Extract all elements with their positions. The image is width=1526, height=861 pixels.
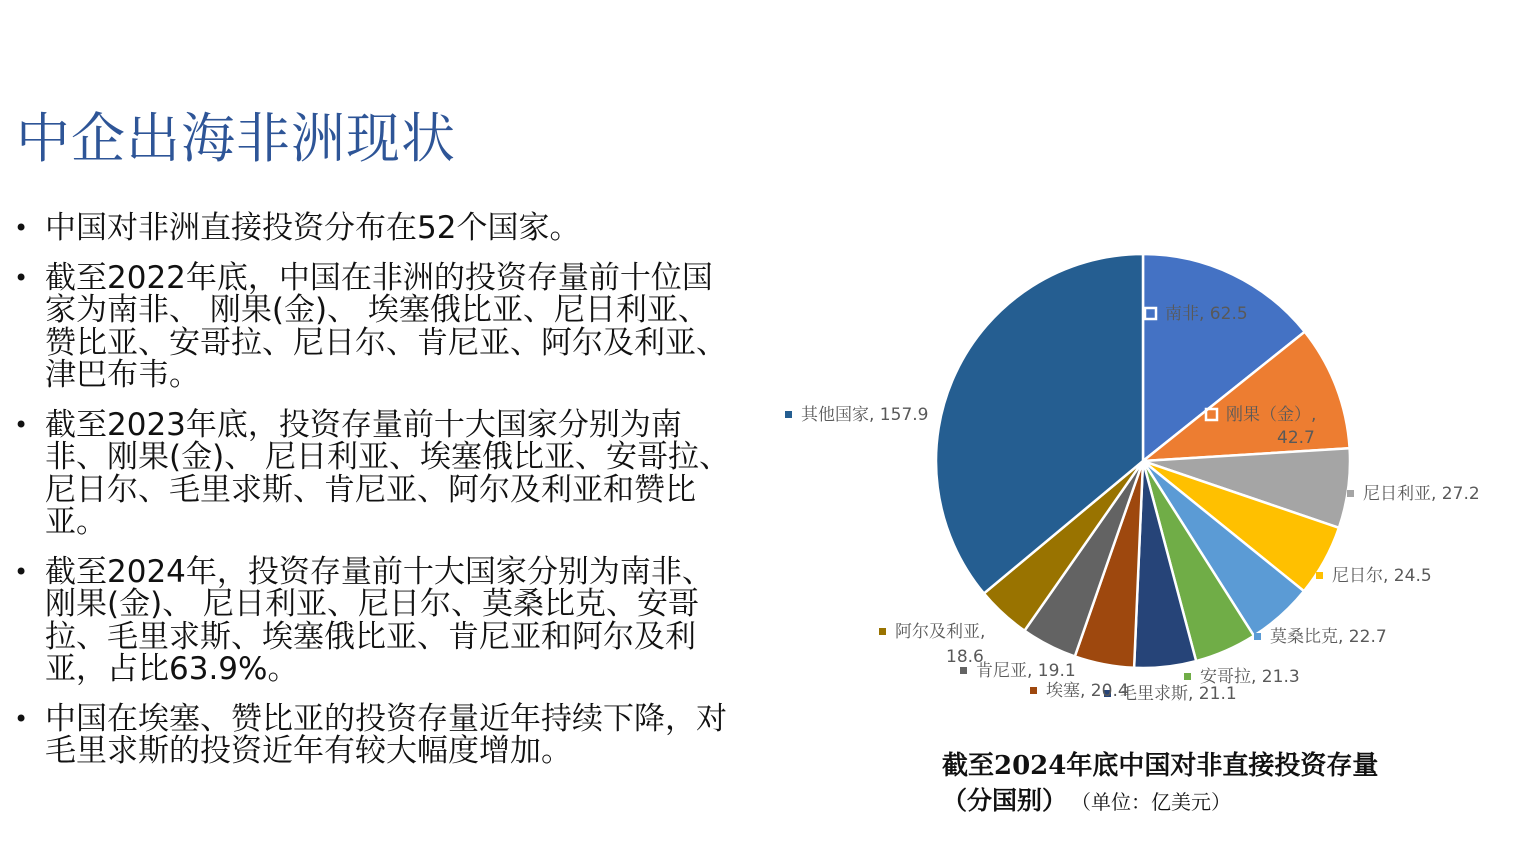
- bullet-list: [14, 212, 734, 785]
- legend-marker: [1184, 673, 1191, 680]
- data-label: 南非, 62.5: [1165, 304, 1248, 324]
- bullet-marker: •: [14, 263, 29, 292]
- bullet-marker: •: [14, 557, 29, 586]
- data-label: 毛里求斯, 21.1: [1120, 684, 1237, 704]
- chart-caption: [942, 748, 1502, 819]
- caption-unit: （单位：亿美元）: [1081, 790, 1232, 814]
- data-label: 肯尼亚, 19.1: [976, 661, 1076, 681]
- data-label: 阿尔及利亚,: [895, 622, 986, 642]
- legend-marker: [1254, 633, 1261, 640]
- data-label: 刚果（金）,: [1226, 405, 1317, 425]
- caption-line-1: 截至2024年底中国对非直接投资存量: [942, 751, 1379, 781]
- data-label: 安哥拉, 21.3: [1200, 667, 1300, 687]
- legend-marker: [1347, 490, 1354, 497]
- caption-line-2: [942, 784, 1502, 819]
- data-label: 尼日利亚, 27.2: [1363, 484, 1480, 504]
- pie-chart: [760, 230, 1520, 730]
- bullet-item: [14, 212, 734, 245]
- bullet-item: [14, 700, 734, 769]
- bullet-text: 截至2022年底，中国在非洲的投资存量前十位国家为南非、 刚果(金)、 埃塞俄比亚、尼日利亚、赞比亚、安哥拉、尼日尔、肯尼亚、阿尔及利亚、津巴布韦。: [45, 259, 727, 393]
- slide-title: 中企出海非洲现状: [16, 107, 456, 170]
- bullet-text: 截至2024年，投资存量前十大国家分别为南非、刚果(金)、 尼日利亚、尼日尔、莫桑比克、安哥拉、毛里求斯、埃塞俄比亚、肯尼亚和阿尔及利亚，占比63.9%。: [45, 553, 713, 687]
- caption-subtitle: （分国别）: [942, 786, 1068, 815]
- legend-marker: [879, 628, 886, 635]
- data-label: 埃塞, 20.4: [1046, 681, 1129, 701]
- data-label-value: 18.6: [946, 647, 984, 667]
- bullet-item: [14, 553, 734, 687]
- bullet-text: 截至2023年底，投资存量前十大国家分别为南非、刚果(金)、 尼日利亚、埃塞俄比亚、安哥拉、尼日尔、毛里求斯、肯尼亚、阿尔及利亚和赞比亚。: [45, 406, 731, 540]
- bullet-marker: •: [14, 214, 29, 242]
- data-label: 莫桑比克, 22.7: [1270, 627, 1387, 647]
- legend-marker: [1316, 572, 1323, 579]
- bullet-marker: •: [14, 410, 29, 439]
- data-label: 其他国家, 157.9: [801, 405, 929, 425]
- bullet-marker: •: [14, 704, 29, 733]
- data-label-value: 42.7: [1277, 428, 1315, 448]
- bullet-item: [14, 406, 734, 540]
- data-label: 尼日尔, 24.5: [1332, 566, 1432, 586]
- legend-marker: [960, 667, 967, 674]
- bullet-item: [14, 259, 734, 393]
- bullet-text: 中国对非洲直接投资分布在52个国家。: [45, 210, 581, 246]
- legend-marker: [785, 411, 792, 418]
- legend-marker: [1030, 687, 1037, 694]
- bullet-text: 中国在埃塞、赞比亚的投资存量近年持续下降，对毛里求斯的投资近年有较大幅度增加。: [45, 700, 727, 769]
